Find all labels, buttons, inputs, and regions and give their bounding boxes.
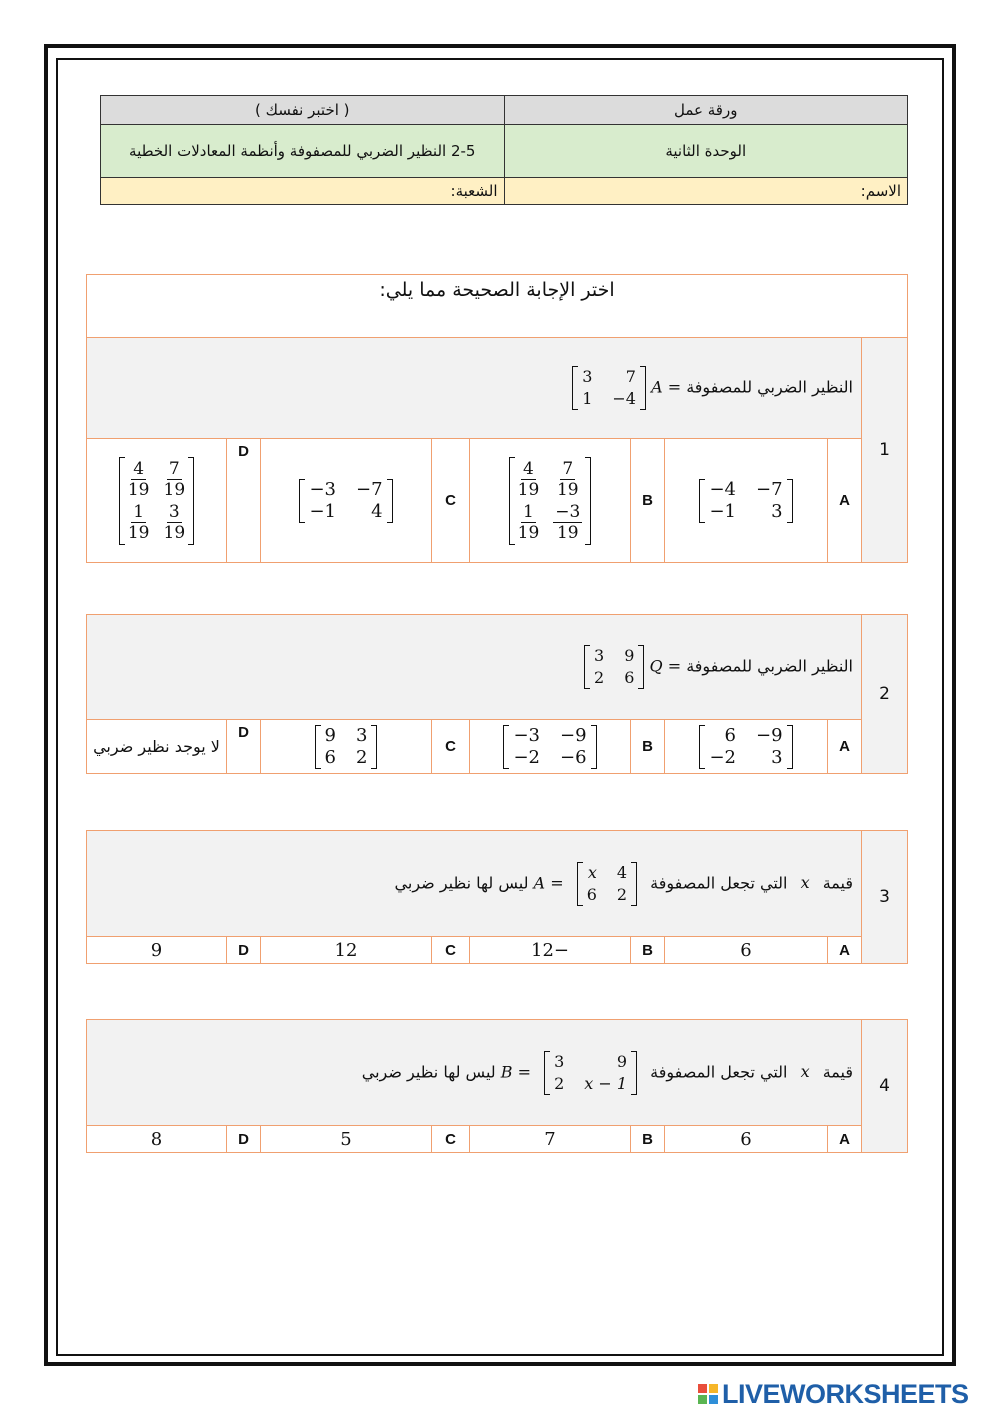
brand-name: LIVEWORKSHEETS xyxy=(722,1378,969,1409)
option-c-answer[interactable]: 12 xyxy=(261,937,432,964)
section-field[interactable]: الشعبة: xyxy=(101,178,505,205)
option-d-answer[interactable]: 8 xyxy=(87,1126,227,1153)
question-number: 2 xyxy=(862,615,908,774)
option-d-answer[interactable]: 9 xyxy=(87,937,227,964)
name-field[interactable]: الاسم: xyxy=(504,178,908,205)
option-d-label[interactable]: D xyxy=(227,720,261,774)
option-c-answer[interactable]: 5 xyxy=(261,1126,432,1153)
option-a-label[interactable]: A xyxy=(828,720,862,774)
unit-label: الوحدة الثانية xyxy=(504,125,908,178)
option-a-answer[interactable]: 6 −9 −2 3 xyxy=(665,720,828,774)
option-a-label[interactable]: A xyxy=(828,439,862,563)
option-b-label[interactable]: B xyxy=(631,1126,665,1153)
option-c-answer[interactable]: −3 −7 −1 4 xyxy=(261,439,432,563)
question-stem: النظير الضربي للمصفوفة Q = 3 9 2 6 xyxy=(87,615,862,720)
option-a-answer[interactable]: 6 xyxy=(665,937,828,964)
matrix: 3 9 2 6 xyxy=(584,645,644,689)
matrix: 3 9 2 x − 1 xyxy=(544,1051,637,1095)
option-b-answer[interactable]: −3 −9 −2 −6 xyxy=(470,720,631,774)
question-2-table xyxy=(86,614,908,774)
option-a-answer[interactable]: −4 −7 −1 3 xyxy=(665,439,828,563)
question-4-table xyxy=(86,1019,908,1153)
matrix: 3 7 1 −4 xyxy=(572,366,646,410)
option-c-label[interactable]: C xyxy=(432,1126,470,1153)
option-d-answer[interactable]: لا يوجد نظير ضربي xyxy=(87,720,227,774)
question-number: 4 xyxy=(862,1020,908,1153)
header-table xyxy=(100,95,908,205)
liveworksheets-logo[interactable] xyxy=(698,1379,998,1409)
option-b-label[interactable]: B xyxy=(631,439,665,563)
option-a-label[interactable]: A xyxy=(828,1126,862,1153)
option-c-answer[interactable]: 9 3 6 2 xyxy=(261,720,432,774)
option-d-label[interactable]: D xyxy=(227,1126,261,1153)
option-d-answer[interactable]: 4 19 7 19 1 19 3 19 xyxy=(87,439,227,563)
question-1-table xyxy=(86,274,908,563)
matrix: x 4 6 2 xyxy=(577,862,637,906)
option-c-label[interactable]: C xyxy=(432,720,470,774)
option-b-answer[interactable]: 7 xyxy=(470,1126,631,1153)
option-d-label[interactable]: D xyxy=(227,937,261,964)
question-stem: قيمة x التي تجعل المصفوفة 3 9 2 x − 1 B = ليس لها نظير ضربي xyxy=(87,1020,862,1126)
option-c-label[interactable]: C xyxy=(432,439,470,563)
option-b-answer[interactable]: 4 19 7 19 1 19 −3 19 xyxy=(470,439,631,563)
worksheet-label: ورقة عمل xyxy=(504,96,908,125)
question-number: 3 xyxy=(862,831,908,964)
option-b-label[interactable]: B xyxy=(631,720,665,774)
question-stem: قيمة x التي تجعل المصفوفة x 4 6 2 A = ليس لها نظير ضربي xyxy=(87,831,862,937)
test-yourself-label: ( اختبر نفسك ) xyxy=(101,96,505,125)
lesson-title: 2-5 النظير الضربي للمصفوفة وأنظمة المعادلات الخطية xyxy=(101,125,505,178)
option-a-answer[interactable]: 6 xyxy=(665,1126,828,1153)
question-stem: النظير الضربي للمصفوفة A = 3 7 1 −4 xyxy=(87,338,862,439)
option-b-answer[interactable]: −12 xyxy=(470,937,631,964)
question-number: 1 xyxy=(862,338,908,563)
option-a-label[interactable]: A xyxy=(828,937,862,964)
question-3-table xyxy=(86,830,908,964)
option-c-label[interactable]: C xyxy=(432,937,470,964)
instruction-title: اختر الإجابة الصحيحة مما يلي: xyxy=(87,275,908,338)
brand-grid-icon xyxy=(698,1384,718,1404)
option-d-label[interactable]: D xyxy=(227,439,261,563)
option-b-label[interactable]: B xyxy=(631,937,665,964)
